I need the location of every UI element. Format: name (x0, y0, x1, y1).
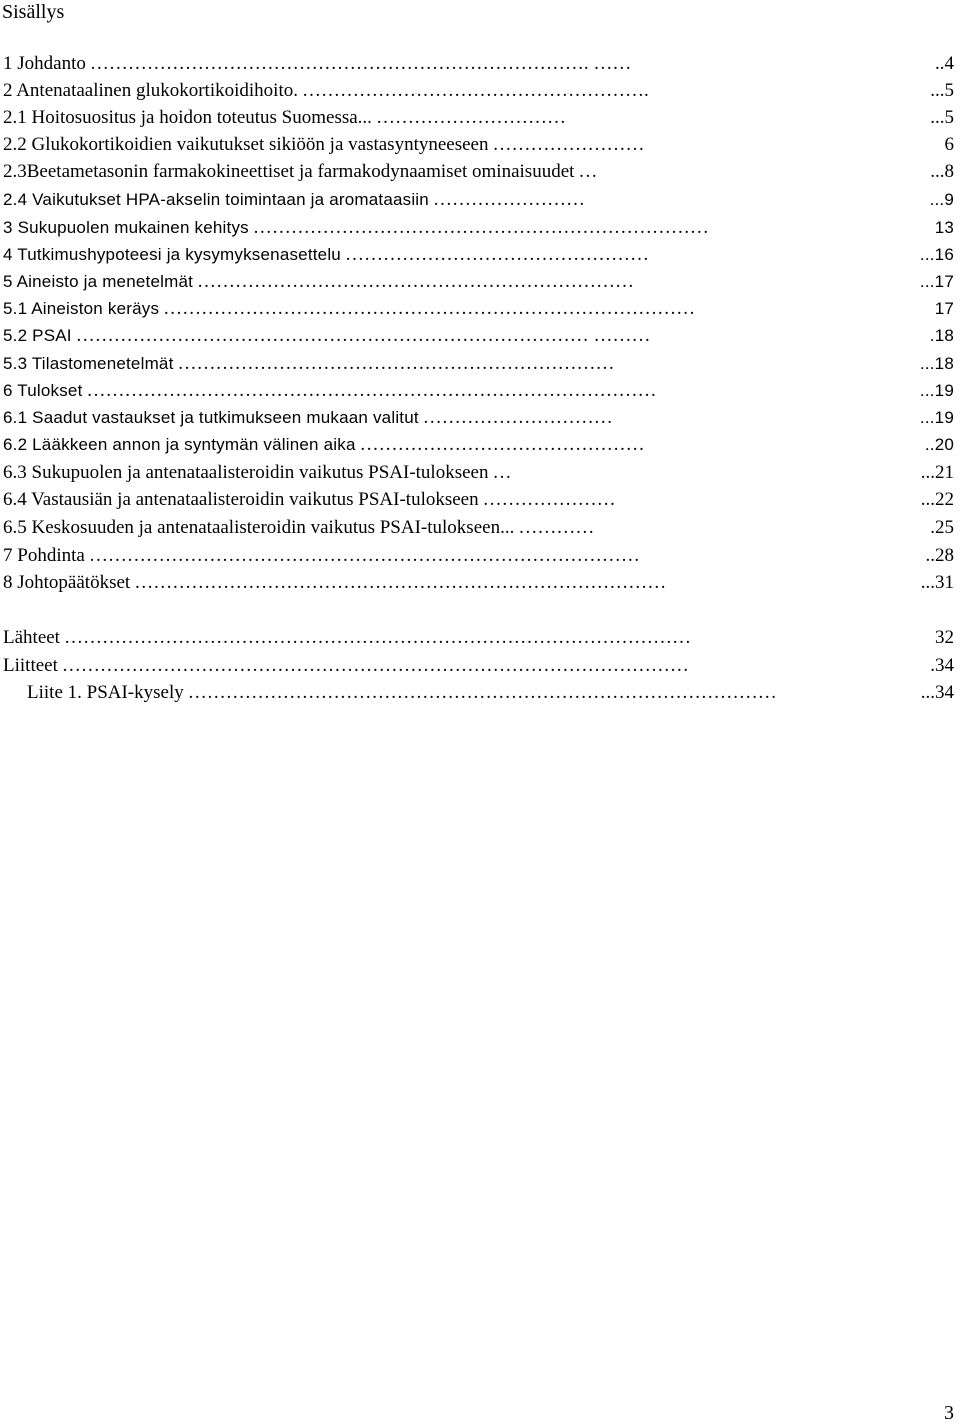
toc-entry-tilastomenetelmat[interactable] (0, 352, 960, 376)
toc-entry-beetametasoni[interactable] (0, 160, 960, 184)
toc-entry-tulokset[interactable] (0, 379, 960, 403)
toc-entry-label: 2.4 Vaikutukset HPA-akselin toimintaan ja aromataasiin (3, 188, 431, 212)
toc-entry-page: .34 (930, 655, 954, 676)
toc-leader: ………………………………………… (344, 244, 649, 265)
page-title: Sisällys (2, 1, 65, 23)
toc-leader: ………………………………………………………………………………… (187, 682, 777, 703)
toc-leader: ………………………………………………………………………… (163, 298, 696, 319)
toc-entry-page: ...5 (930, 80, 954, 101)
toc-entry-label: 6 Tulokset (3, 379, 85, 403)
toc-entry-label: 2 Antenataalinen glukokortikoidihoito. (3, 80, 298, 101)
toc-leader: … (578, 161, 598, 182)
toc-entry-aineisto-menetelmat[interactable] (0, 270, 960, 294)
toc-leader: …………………………………………………………………………… (88, 545, 640, 566)
toc-entry-page: 17 (934, 297, 954, 321)
toc-leader: ……………………………………………………………………………… (86, 380, 657, 401)
toc-entry-tutkimushypoteesi[interactable] (0, 243, 960, 267)
toc-entry-page: ...19 (919, 379, 954, 403)
toc-entry-page: ...8 (930, 161, 954, 182)
toc-entry-saadut-vastaukset[interactable] (0, 406, 960, 430)
toc-entry-page: .25 (930, 517, 954, 538)
toc-leader: ………………… (482, 489, 616, 510)
toc-entry-page: ...5 (930, 107, 954, 128)
toc-entry-label: 5.3 Tilastomenetelmät (3, 352, 176, 376)
toc-entry-aineiston-keruu[interactable] (0, 297, 960, 321)
toc-entry-label: 6.4 Vastausiän ja antenataalisteroidin vaikutus PSAI-tulokseen (3, 489, 479, 510)
toc-entry-label: Liite 1. PSAI-kysely (27, 682, 184, 703)
toc-entry-sukupuolen-kehitys[interactable] (0, 216, 960, 240)
toc-entry-johtopaatokset[interactable] (0, 571, 960, 595)
toc-entry-label: 6.1 Saadut vastaukset ja tutkimukseen mukaan valitut (3, 406, 421, 430)
toc-entry-label: Liitteet (3, 655, 58, 676)
toc-leader: ……………………………………………………………………. …… (89, 53, 632, 74)
toc-leader: …………………… (492, 134, 645, 155)
toc-leader: ………………………………………………. (301, 80, 649, 101)
toc-entry-pohdinta[interactable] (0, 544, 960, 568)
toc-entry-page: ...19 (919, 406, 954, 430)
toc-entry-label: 5.1 Aineiston keräys (3, 297, 161, 321)
toc-entry-antenataalinen-hoito[interactable] (0, 79, 960, 103)
toc-entry-psai[interactable] (0, 324, 960, 348)
toc-entry-johdanto[interactable] (0, 52, 960, 76)
toc-leader: …………………………………………………………… (197, 271, 635, 292)
toc-entry-page: ...9 (929, 188, 954, 212)
toc-leader: ………………………… (422, 407, 613, 428)
toc-entry-page: ...31 (920, 572, 954, 593)
toc-leader: ……………………………………………………………… (252, 217, 709, 238)
toc-entry-label: 5 Aineisto ja menetelmät (3, 270, 195, 294)
toc-leader: …………………… (432, 189, 585, 210)
toc-entry-label: 6.3 Sukupuolen ja antenataalisteroidin vaikutus PSAI-tulokseen (3, 462, 489, 483)
toc-entry-page: ...18 (919, 352, 954, 376)
toc-leader: …………………………………………………………… (177, 353, 615, 374)
toc-entry-label: 6.2 Lääkkeen annon ja syntymän välinen aika (3, 433, 358, 457)
toc-leader: ……………………………………………………………………………………… (63, 627, 691, 648)
toc-entry-label: 4 Tutkimushypoteesi ja kysymyksenasettelu (3, 243, 343, 267)
toc-entry-label: 2.3Beetametasonin farmakokineettiset ja farmakodynaamiset ominaisuudet (3, 161, 575, 182)
toc-entry-label: 6.5 Keskosuuden ja antenataalisteroidin vaikutus PSAI-tulokseen... (3, 517, 515, 538)
toc-entry-page: ...21 (920, 462, 954, 483)
toc-entry-label: 1 Johdanto (3, 53, 86, 74)
toc-entry-vastausian-vaikutus[interactable] (0, 488, 960, 512)
toc-entry-label: 3 Sukupuolen mukainen kehitys (3, 216, 251, 240)
toc-entry-label: 5.2 PSAI (3, 324, 74, 348)
toc-entry-hpa-akseli[interactable] (0, 188, 960, 212)
toc-leader: ………… (518, 517, 595, 538)
toc-entry-hoitosuositus[interactable] (0, 106, 960, 130)
toc-leader: … (492, 462, 512, 483)
toc-entry-laakkeen-annon-aika[interactable] (0, 433, 960, 457)
toc-entry-page: ...16 (919, 243, 954, 267)
toc-entry-page: 6 (944, 134, 954, 155)
toc-entry-page: ...17 (919, 270, 954, 294)
toc-entry-page: ...34 (920, 682, 954, 703)
toc-entry-page: ..28 (925, 545, 954, 566)
toc-entry-label: 2.1 Hoitosuositus ja hoidon toteutus Suomessa... (3, 107, 372, 128)
toc-entry-keskosuuden-vaikutus[interactable] (0, 516, 960, 540)
toc-leader: ……………………………………… (359, 434, 645, 455)
toc-entry-label: 2.2 Glukokortikoidien vaikutukset sikiöön ja vastasyntyneeseen (3, 134, 489, 155)
page-number: 3 (944, 1402, 954, 1424)
toc-entry-page: ..4 (935, 53, 954, 74)
toc-entry-liite-1[interactable] (0, 681, 960, 705)
toc-entry-label: 8 Johtopäätökset (3, 572, 131, 593)
toc-entry-page: ..20 (924, 433, 954, 457)
toc-entry-page: 32 (935, 627, 954, 648)
toc-entry-page: ...22 (920, 489, 954, 510)
toc-leader: ………………………… (375, 107, 566, 128)
toc-entry-glukokortikoidien-vaikutukset[interactable] (0, 133, 960, 157)
toc-entry-lahteet[interactable] (0, 626, 960, 650)
toc-entry-label: 7 Pohdinta (3, 545, 85, 566)
toc-entry-sukupuolen-vaikutus[interactable] (0, 461, 960, 485)
toc-entry-label: Lähteet (3, 627, 60, 648)
toc-entry-page: .18 (929, 324, 954, 348)
toc-entry-page: 13 (934, 216, 954, 240)
toc-leader: ………………………………………………………………………… (134, 572, 667, 593)
toc-entry-liitteet[interactable] (0, 654, 960, 678)
toc-leader: ……………………………………………………………………………………… (61, 655, 689, 676)
toc-leader: ……………………………………………………………………… ……… (75, 325, 651, 346)
